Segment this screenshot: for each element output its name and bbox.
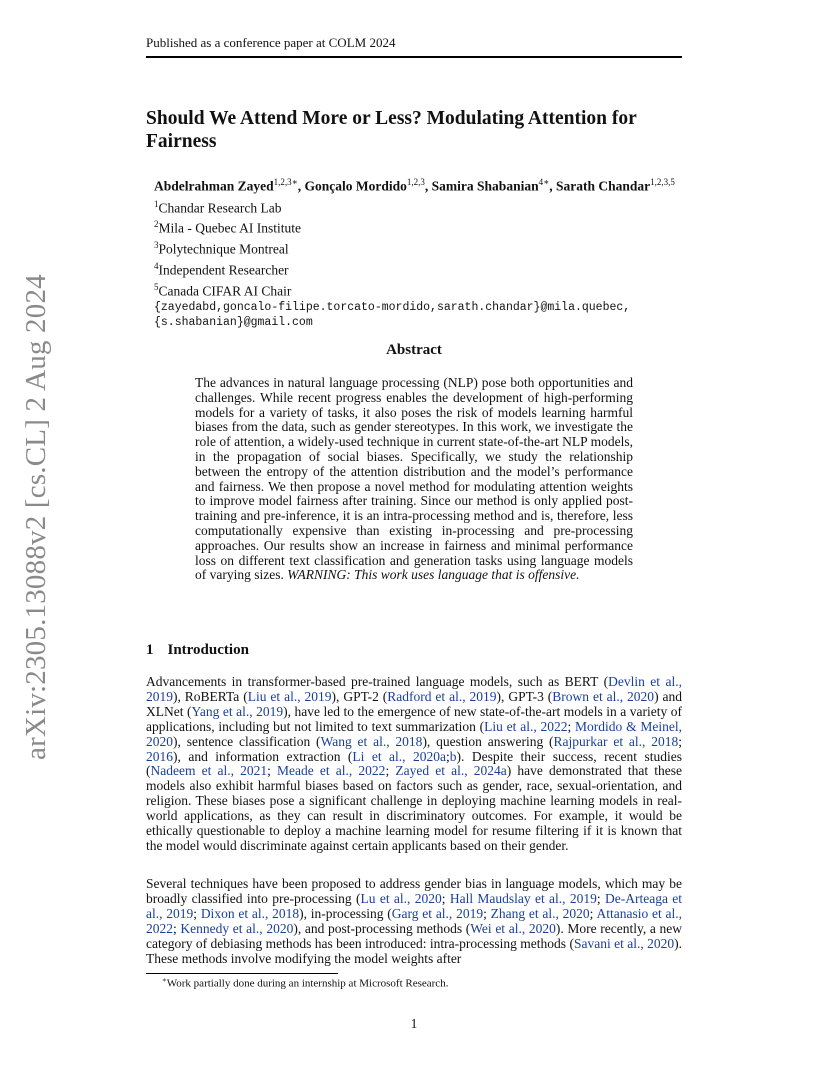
conference-header: Published as a conference paper at COLM 2024	[146, 35, 682, 58]
affiliation-name: Polytechnique Montreal	[158, 241, 289, 257]
citation-link[interactable]: Radford et al., 2019	[387, 688, 497, 704]
author-affiliation-marks: 1,2,3	[406, 177, 425, 187]
affiliation-list	[154, 196, 694, 301]
affiliation-number: 1	[154, 198, 159, 209]
citation-link[interactable]: Nadeem et al., 2021	[150, 763, 268, 779]
footnote	[162, 976, 448, 990]
citation-link[interactable]: Li et al., 2020a	[352, 748, 447, 764]
citation-link[interactable]: Yang et al., 2019	[191, 703, 284, 719]
citation-link[interactable]: Garg et al., 2019	[391, 905, 484, 921]
author-affiliation-marks: 4∗	[538, 177, 550, 187]
affiliation-item	[154, 258, 694, 279]
citation-link[interactable]: Wei et al., 2020	[470, 920, 556, 936]
author-affiliation-marks: 1,2,3∗	[273, 177, 298, 187]
section-heading-introduction	[146, 642, 249, 659]
footnote-text: Work partially done during an internship at Microsoft Research.	[166, 977, 449, 990]
citation-link[interactable]: Mordido & Meinel, 2020	[146, 718, 682, 749]
affiliation-number: 2	[154, 219, 159, 230]
page-number: 1	[410, 1016, 418, 1031]
author-name: Abdelrahman Zayed	[154, 178, 274, 194]
section-title: Introduction	[167, 642, 249, 658]
affiliation-name: Chandar Research Lab	[158, 200, 282, 215]
citation-link[interactable]: Zhang et al., 2020	[490, 905, 590, 921]
citation-link[interactable]: Dixon et al., 2018	[200, 905, 300, 921]
citation-link[interactable]: Attanasio et al., 2022	[146, 905, 682, 936]
author-affiliation-marks: 1,2,3,5	[650, 177, 675, 187]
abstract-text: The advances in natural language processing (NLP) pose both opportunities and challenges. While recent progress enables the development of high-performing models for a variety of tasks, it also poses the risk of models learning harmful biases from the data, such as gender stereotypes. In this work, we investigate the role of attention, a widely-used technique in current state-of-the-art NLP models, in the propagation of social biases. Specifically, we study the relationship between the entropy of the attention distribution and the model’s performance and fairness. We then propose a novel method for modulating attention weights to improve model fairness after training. Since our method is only applied post-training and pre-inference, it is an intra-processing method and is, therefore, less computationally expensive than existing in-processing and pre-processing approaches. Our results show an increase in fairness and minimal performance loss on different text classification and generation tasks using language models of varying sizes.	[195, 375, 633, 583]
citation-link[interactable]: b	[449, 748, 457, 764]
citation-link[interactable]: Devlin et al., 2019	[146, 674, 683, 704]
section-number: 1	[146, 642, 154, 658]
citation-link[interactable]: Zayed et al., 2024a	[395, 763, 507, 779]
affiliation-item	[154, 279, 694, 300]
citation-link[interactable]: Liu et al., 2019	[247, 688, 332, 704]
citation-link[interactable]: Hall Maudslay et al., 2019	[449, 890, 597, 906]
email-line-1[interactable]: {zayedabd,goncalo-filipe.torcato-mordido,sarath.chandar}@mila.quebec,	[154, 301, 631, 315]
abstract-heading: Abstract	[386, 342, 442, 358]
citation-link[interactable]: Wang et al., 2018	[320, 733, 423, 749]
abstract-warning: WARNING: This work uses language that is offensive.	[287, 567, 580, 583]
affiliation-name: Canada CIFAR AI Chair	[158, 283, 292, 299]
citation-link[interactable]: Rajpurkar et al., 2018	[553, 733, 679, 749]
citation-link[interactable]: Kennedy et al., 2020	[180, 920, 294, 936]
abstract-body	[195, 376, 633, 583]
footnote-mark: ∗	[162, 976, 167, 984]
email-line-2[interactable]: {s.shabanian}@gmail.com	[154, 316, 313, 330]
citation-link[interactable]: 2016	[146, 748, 173, 764]
arxiv-identifier-stamp[interactable]: arXiv:2305.13088v2 [cs.CL] 2 Aug 2024	[20, 274, 52, 760]
affiliation-item	[154, 237, 694, 258]
intro-paragraph-2: Several techniques have been proposed to address gender bias in language models, which may be broadly classified into pre-processing (Lu et al., 2020; Hall Maudslay et al., 2019; De-Arteaga et al., 2019; Dixon et al., 2018), in-processing (Garg et al., 2019; Zhang et al., 2020; Attanasio et al., 2022; Kennedy et al., 2020), and post-processing methods (Wei et al., 2020). More recently, a new category of debiasing methods has been introduced: intra-processing methods (Savani et al., 2020). These methods involve modifying the model weights after	[146, 876, 683, 966]
affiliation-number: 3	[154, 240, 159, 251]
affiliation-number: 4	[154, 261, 159, 272]
paper-title: Should We Attend More or Less? Modulating Attention for Fairness	[146, 108, 637, 152]
author-separator: ,	[424, 178, 432, 194]
affiliation-name: Mila - Quebec AI Institute	[158, 220, 301, 236]
citation-link[interactable]: De-Arteaga et al., 2019	[146, 890, 683, 921]
author-name: Samira Shabanian	[431, 178, 539, 194]
citation-link[interactable]: Lu et al., 2020	[360, 890, 442, 906]
affiliation-number: 5	[154, 282, 159, 293]
citation-link[interactable]: Liu et al., 2022	[484, 718, 568, 734]
citation-link[interactable]: Savani et al., 2020	[573, 935, 675, 951]
intro-paragraph-1: Advancements in transformer-based pre-trained language models, such as BERT (Devlin et al., 2019), RoBERTa (Liu et al., 2019), GPT-2 (Radford et al., 2019), GPT-3 (Brown et al., 2020) and XLNet (Yang et al., 2019), have led to the emergence of new state-of-the-art models in a variety of applications, including but not limited to text summarization (Liu et al., 2022; Mordido & Meinel, 2020), sentence classification (Wang et al., 2018), question answering (Rajpurkar et al., 2018; 2016), and information extraction (Li et al., 2020a;b). Despite their success, recent studies (Nadeem et al., 2021; Meade et al., 2022; Zayed et al., 2024a) have demonstrated that these models also exhibit harmful biases based on factors such as gender, race, sexual-orientation, and religion. These biases pose a significant challenge in deploying machine learning models in real-world applications, as they can result in discriminatory outcomes. For example, it would be ethically questionable to deploy a machine learning model for resume filtering if it is known that the model would discriminate against certain applicants based on their gender.	[146, 674, 683, 853]
author-name: Gonçalo Mordido	[304, 178, 407, 194]
author-list	[154, 174, 694, 195]
citation-link[interactable]: Meade et al., 2022	[277, 763, 386, 779]
affiliation-item	[154, 216, 694, 237]
author-separator: ,	[297, 178, 305, 194]
footnote-divider	[146, 973, 338, 974]
author-separator: ,	[549, 178, 556, 194]
affiliation-item	[154, 196, 694, 217]
author-block	[154, 174, 694, 330]
author-name: Sarath Chandar	[555, 178, 651, 194]
affiliation-name: Independent Researcher	[158, 262, 289, 278]
citation-link[interactable]: Brown et al., 2020	[552, 688, 655, 704]
